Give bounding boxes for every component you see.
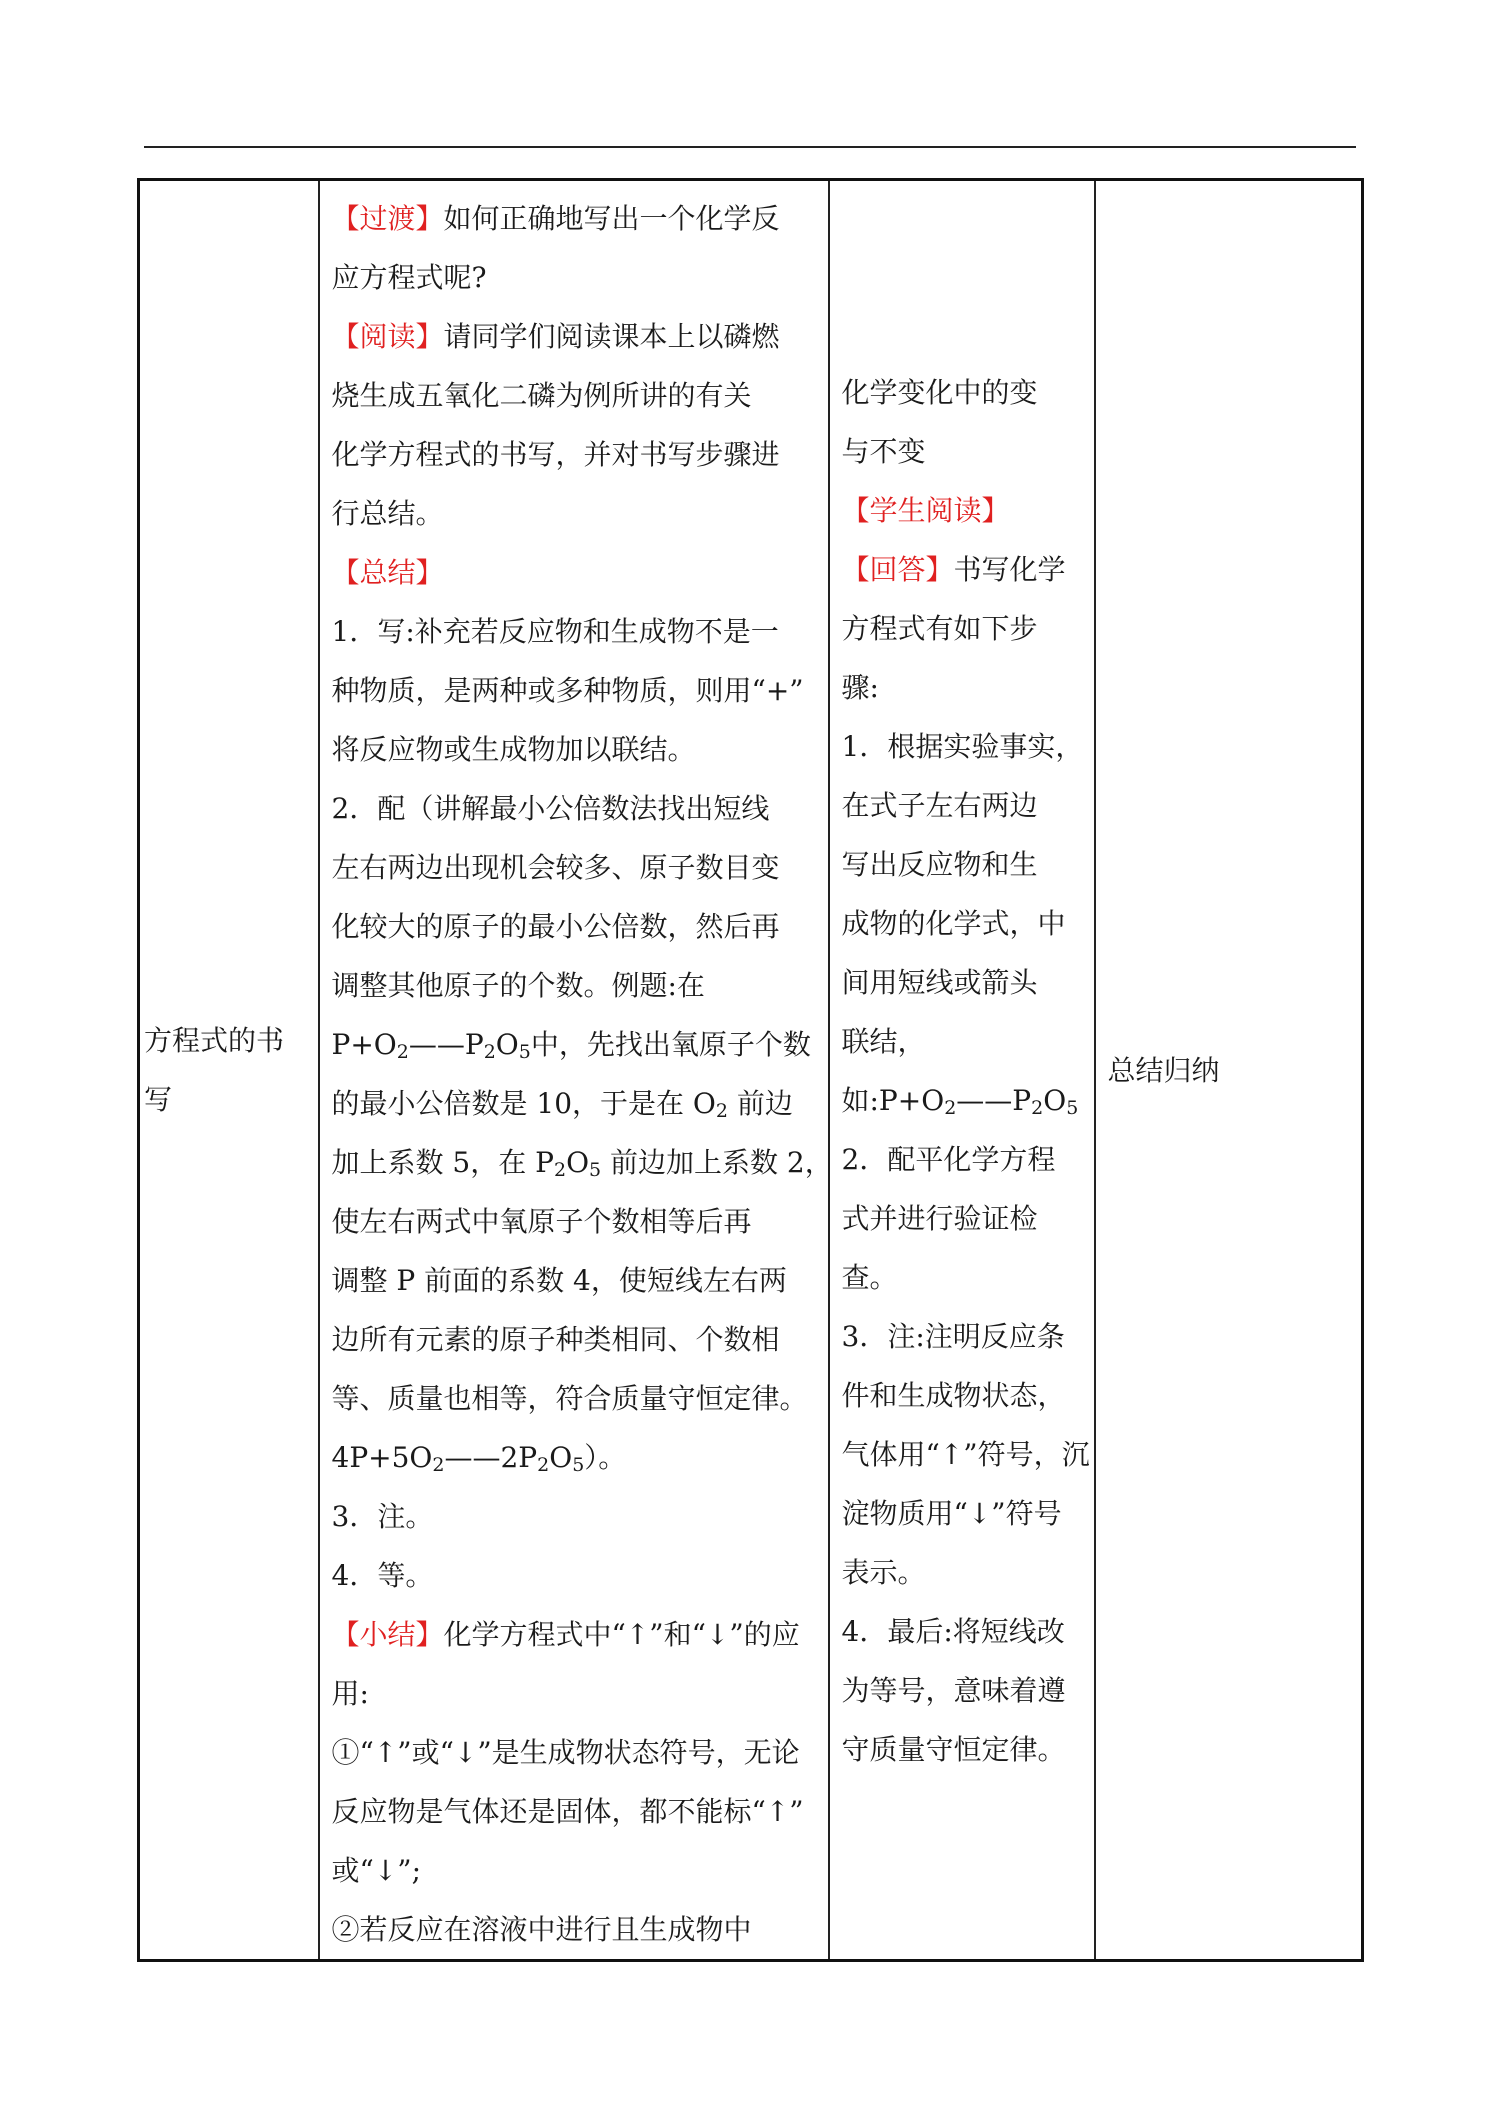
text-segment: 写出反应物和生 xyxy=(841,848,1038,881)
text-segment: 化学方程式中“↑”和“↓”的应 xyxy=(443,1618,800,1651)
text-line xyxy=(332,1487,818,1546)
section-tag: 【总结】 xyxy=(331,556,444,589)
text-segment: 间用短线或箭头 xyxy=(841,966,1038,999)
text-line xyxy=(332,543,818,602)
text-line xyxy=(842,717,1088,776)
text-line xyxy=(332,661,818,720)
text-segment: 在式子左右两边 xyxy=(841,789,1038,822)
text-segment: O xyxy=(495,1028,519,1061)
subscript: 2 xyxy=(553,1159,567,1181)
text-line xyxy=(332,1900,818,1959)
text-line xyxy=(332,1251,818,1310)
text-line xyxy=(331,1133,833,1192)
text-line xyxy=(332,897,818,956)
text-segment: 3．注:注明反应条 xyxy=(841,1320,1065,1353)
text-segment: 如何正确地写出一个化学反 xyxy=(443,202,780,235)
text-segment: ②若反应在溶液中进行且生成物中 xyxy=(331,1913,752,1946)
text-line xyxy=(842,1720,1088,1779)
text-segment: 如:P+O xyxy=(841,1084,945,1117)
text-line xyxy=(842,1661,1088,1720)
text-segment: ）。 xyxy=(584,1441,627,1474)
text-segment: 3．注。 xyxy=(331,1500,434,1533)
text-segment: 边所有元素的原子种类相同、个数相 xyxy=(331,1323,780,1356)
text-segment: 加上系数 5，在 P xyxy=(331,1146,554,1179)
topic-text xyxy=(140,1011,318,1129)
text-segment: 的最小公倍数是 10，于是在 O xyxy=(331,1087,716,1120)
text-segment: 使左右两式中氧原子个数相等后再 xyxy=(331,1205,752,1238)
text-segment: 化学方程式的书写，并对书写步骤进 xyxy=(331,438,780,471)
text-segment: 反应物是气体还是固体，都不能标“↑” xyxy=(331,1795,804,1828)
text-line xyxy=(332,1841,818,1900)
text-segment: 件和生成物状态， xyxy=(841,1379,1066,1412)
text-line xyxy=(842,540,1088,599)
text-line xyxy=(332,838,818,897)
text-line xyxy=(332,425,818,484)
section-tag: 【学生阅读】 xyxy=(841,494,1010,527)
text-line xyxy=(842,1484,1088,1543)
text-line: 方程式的书 xyxy=(144,1024,285,1057)
text-line xyxy=(332,1664,818,1723)
text-segment: ——P xyxy=(408,1028,484,1061)
text-line xyxy=(332,484,818,543)
text-segment: 2．配平化学方程 xyxy=(841,1143,1056,1176)
text-line xyxy=(332,1723,818,1782)
subscript: 5 xyxy=(572,1454,585,1476)
text-segment: 调整其他原子的个数。例题:在 xyxy=(331,969,705,1002)
text-line xyxy=(332,307,818,366)
text-line: 总结归纳 xyxy=(1107,1053,1220,1087)
lesson-table xyxy=(137,178,1364,1962)
text-line xyxy=(842,1130,1088,1189)
text-segment: 为等号，意味着遵 xyxy=(841,1674,1066,1707)
text-line xyxy=(332,1428,818,1487)
text-segment: 1．根据实验事实， xyxy=(841,730,1084,763)
text-segment: 或“↓”; xyxy=(331,1854,422,1887)
text-segment: 等、质量也相等，符合质量守恒定律。 xyxy=(331,1382,808,1415)
text-segment: 前边 xyxy=(727,1087,793,1120)
text-line xyxy=(842,599,1088,658)
text-line xyxy=(842,363,1088,422)
text-line xyxy=(332,1074,818,1133)
text-segment: 与不变 xyxy=(841,435,926,468)
text-segment: 应方程式呢? xyxy=(331,261,487,294)
text-line xyxy=(842,481,1088,540)
text-segment: 4．最后:将短线改 xyxy=(841,1615,1065,1648)
section-tag: 【小结】 xyxy=(331,1618,444,1651)
text-segment: 化学变化中的变 xyxy=(841,376,1038,409)
text-line xyxy=(332,1369,818,1428)
text-line xyxy=(332,1192,818,1251)
text-line xyxy=(332,189,818,248)
subscript: 5 xyxy=(518,1041,531,1063)
text-line xyxy=(332,1782,818,1841)
text-segment: 守质量守恒定律。 xyxy=(841,1733,1066,1766)
text-line xyxy=(332,1015,818,1074)
text-line xyxy=(332,779,818,838)
text-segment: ——P xyxy=(956,1084,1032,1117)
text-line xyxy=(842,1307,1088,1366)
text-segment: 调整 P 前面的系数 4，使短线左右两 xyxy=(331,1264,787,1297)
text-segment: 用: xyxy=(331,1677,369,1710)
text-segment: 将反应物或生成物加以联结。 xyxy=(331,733,696,766)
text-line xyxy=(842,1189,1088,1248)
text-segment: 书写化学 xyxy=(953,553,1066,586)
text-line xyxy=(842,422,1088,481)
text-segment: 气体用“↑”符号，沉 xyxy=(841,1438,1090,1471)
text-segment: O xyxy=(549,1441,573,1474)
text-segment: 请同学们阅读课本上以磷燃 xyxy=(443,320,780,353)
section-tag: 【过渡】 xyxy=(331,202,444,235)
table-row xyxy=(139,180,1363,1961)
text-segment: 前边加上系数 2， xyxy=(601,1146,833,1179)
text-segment: 方程式有如下步 xyxy=(841,612,1038,645)
text-line xyxy=(842,658,1088,717)
text-segment: 中，先找出氧原子个数 xyxy=(530,1028,811,1061)
design-intent-cell xyxy=(1095,180,1363,1961)
text-segment: 行总结。 xyxy=(331,497,444,530)
text-line xyxy=(332,602,818,661)
text-segment: 2．配（讲解最小公倍数法找出短线 xyxy=(331,792,770,825)
text-line: 写 xyxy=(144,1083,173,1116)
header-rule xyxy=(144,146,1356,148)
design-intent-text xyxy=(1096,1041,1362,1100)
teacher-activity-text xyxy=(320,181,833,1959)
subscript: 2 xyxy=(944,1097,957,1119)
teacher-activity-cell xyxy=(319,180,833,1961)
topic-cell xyxy=(139,180,319,1961)
text-line xyxy=(332,1546,818,1605)
text-line xyxy=(842,776,1088,835)
text-segment: 查。 xyxy=(841,1261,898,1294)
text-line xyxy=(842,953,1088,1012)
text-line xyxy=(842,894,1088,953)
text-line xyxy=(842,1425,1088,1484)
text-line xyxy=(332,366,818,425)
text-line xyxy=(332,956,818,1015)
text-segment: 联结， xyxy=(841,1025,926,1058)
text-line xyxy=(332,1605,818,1664)
text-line xyxy=(332,248,818,307)
text-segment: 种物质，是两种或多种物质，则用“+” xyxy=(331,674,804,707)
text-segment: 4P+5O xyxy=(331,1441,433,1474)
text-line xyxy=(842,1012,1088,1071)
section-tag: 【阅读】 xyxy=(331,320,444,353)
text-segment: 烧生成五氧化二磷为例所讲的有关 xyxy=(331,379,752,412)
subscript: 2 xyxy=(1031,1097,1044,1119)
text-segment: O xyxy=(566,1146,590,1179)
subscript: 2 xyxy=(483,1041,496,1063)
subscript: 2 xyxy=(537,1454,550,1476)
subscript: 5 xyxy=(1066,1097,1079,1119)
text-line xyxy=(332,720,818,779)
section-tag: 【回答】 xyxy=(841,553,954,586)
text-segment: 1．写:补充若反应物和生成物不是一 xyxy=(331,615,779,648)
text-segment: 左右两边出现机会较多、原子数目变 xyxy=(331,851,780,884)
text-segment: ①“↑”或“↓”是生成物状态符号，无论 xyxy=(331,1736,800,1769)
text-line xyxy=(842,1602,1088,1661)
text-segment: P+O xyxy=(331,1028,397,1061)
subscript: 2 xyxy=(396,1041,409,1063)
text-line xyxy=(842,1071,1088,1130)
text-segment: 4．等。 xyxy=(331,1559,434,1592)
subscript: 5 xyxy=(589,1159,602,1181)
text-line xyxy=(842,1366,1088,1425)
text-segment: ——2P xyxy=(444,1441,538,1474)
text-segment: 式并进行验证检 xyxy=(841,1202,1038,1235)
text-segment: 成物的化学式，中 xyxy=(841,907,1066,940)
text-line xyxy=(842,1543,1088,1602)
text-segment: 淀物质用“↓”符号 xyxy=(841,1497,1062,1530)
text-segment: 表示。 xyxy=(841,1556,926,1589)
student-activity-cell xyxy=(829,180,1095,1961)
text-segment: O xyxy=(1043,1084,1067,1117)
text-line xyxy=(842,1248,1088,1307)
text-segment: 化较大的原子的最小公倍数，然后再 xyxy=(331,910,780,943)
student-activity-text xyxy=(830,363,1094,1779)
text-segment: 骤: xyxy=(841,671,879,704)
text-line xyxy=(842,835,1088,894)
text-line xyxy=(332,1310,818,1369)
subscript: 2 xyxy=(432,1454,445,1476)
subscript: 2 xyxy=(715,1100,728,1122)
